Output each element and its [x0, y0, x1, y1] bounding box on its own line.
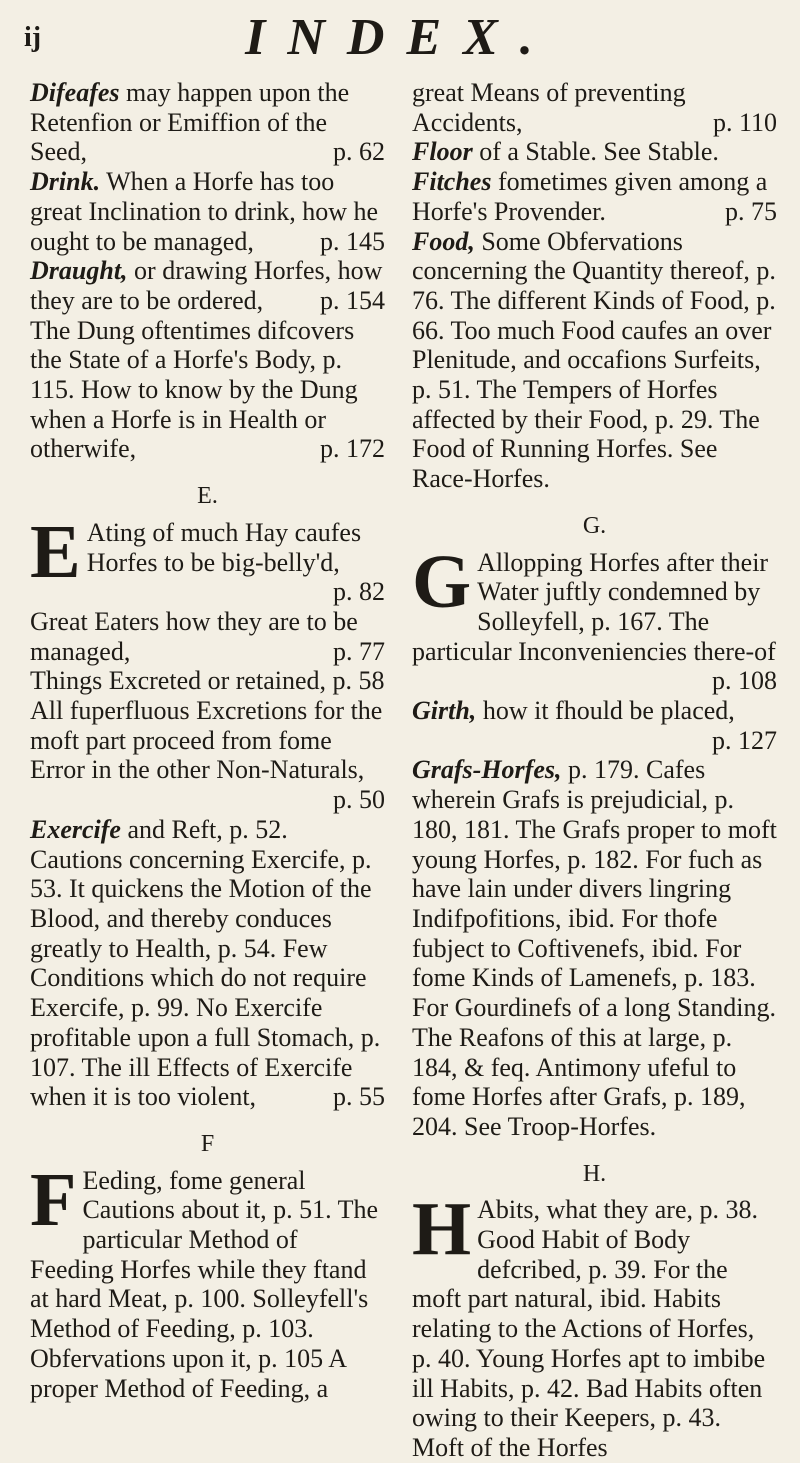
running-head: INDEX.: [245, 9, 555, 66]
index-entry: Drink. When a Horfe has too great Inclination to drink, how he ought to be managed, p. 145: [30, 167, 385, 256]
index-entry: G Allopping Horfes after their Water juftly condemned by Solleyfell, p. 167. The particular Inconveniencies there-of p. 108: [412, 539, 777, 696]
signature-mark: ij: [24, 22, 42, 53]
index-entry: F Eeding, fome general Cautions about it, p. 51. The particular Method of Feeding Horfes while they ftand at hard Meat, p. 100. Solleyfell's Method of Feeding, p. 103. Obfervations upon it, p. 105 A proper Method of Feeding, a: [30, 1157, 379, 1403]
left-column: [30, 78, 385, 1403]
section-letter-g: G.: [582, 512, 607, 539]
index-entry: All fuperfluous Excretions for the moft part proceed from fome Error in the other Non-Naturals, p. 50: [30, 696, 385, 815]
index-entry: Food, Some Obfervations concerning the Quantity thereof, p. 76. The different Kinds of Food, p. 66. Too much Food caufes an over Plenitude, and occafions Surfeits, p. 51. The Tempers of Horfes affected by their Food, p. 29. The Food of Running Horfes. See Race-Horfes.: [412, 226, 776, 494]
index-entry: Fitches fometimes given among a Horfe's Provender. p. 75: [412, 167, 777, 226]
index-entry: Draught, or drawing Horfes, how they are to be ordered, p. 154: [30, 256, 385, 315]
index-entry: Floor of a Stable. See Stable.: [412, 137, 719, 167]
section-letter-f: F: [200, 1130, 215, 1157]
index-entry: Exercife and Reft, p. 52. Cautions concerning Exercife, p. 53. It quickens the Motion of the Blood, and thereby conduces greatly to Health, p. 54. Few Conditions which do not require Exercife, p. 99. No Exercife profitable upon a full Stomach, p. 107. The ill Effects of Exercife when it is too violent, p. 55: [30, 814, 385, 1112]
right-column: [412, 78, 777, 1463]
index-entry: E Ating of much Hay caufes Horfes to be big-belly'd, p. 82: [30, 509, 385, 607]
index-entry: Things Excreted or retained, p. 58: [30, 666, 385, 696]
index-entry: H Abits, what they are, p. 38. Good Habit of Body defcribed, p. 39. For the moft part natural, ibid. Habits relating to the Actions of Horfes, p. 40. Young Horfes apt to imbibe ill Habits, p. 42. Bad Habits often owing to their Keepers, p. 43. Moft of the Horfes: [412, 1187, 766, 1462]
index-entry: Great Eaters how they are to be managed, p. 77: [30, 606, 385, 666]
index-entry: great Means of preventing Accidents, p. 110: [412, 78, 777, 137]
index-entry: Girth, how it fhould be placed, p. 127: [412, 696, 777, 755]
index-entry: Difeafes may happen upon the Retenfion or Emiffion of the Seed, p. 62: [30, 78, 385, 167]
index-entry: Grafs-Horfes, p. 179. Cafes wherein Grafs is prejudicial, p. 180, 181. The Grafs proper to moft young Horfes, p. 182. For fuch as have lain under divers lingring Indifpofitions, ibid. For thofe fubject to Coftivenefs, ibid. For fome Kinds of Lamenefs, p. 183. For Gourdinefs of a long Standing. The Reafons of this at large, p. 184, & feq. Antimony ufeful to fome Horfes after Grafs, p. 189, 204. See Troop-Horfes.: [412, 755, 777, 1141]
section-letter-e: E.: [197, 483, 218, 510]
index-entry: The Dung oftentimes difcovers the State of a Horfe's Body, p. 115. How to know by the Dung when a Horfe is in Health or otherwife, p. 172: [30, 315, 385, 464]
section-letter-h: H.: [582, 1160, 607, 1187]
